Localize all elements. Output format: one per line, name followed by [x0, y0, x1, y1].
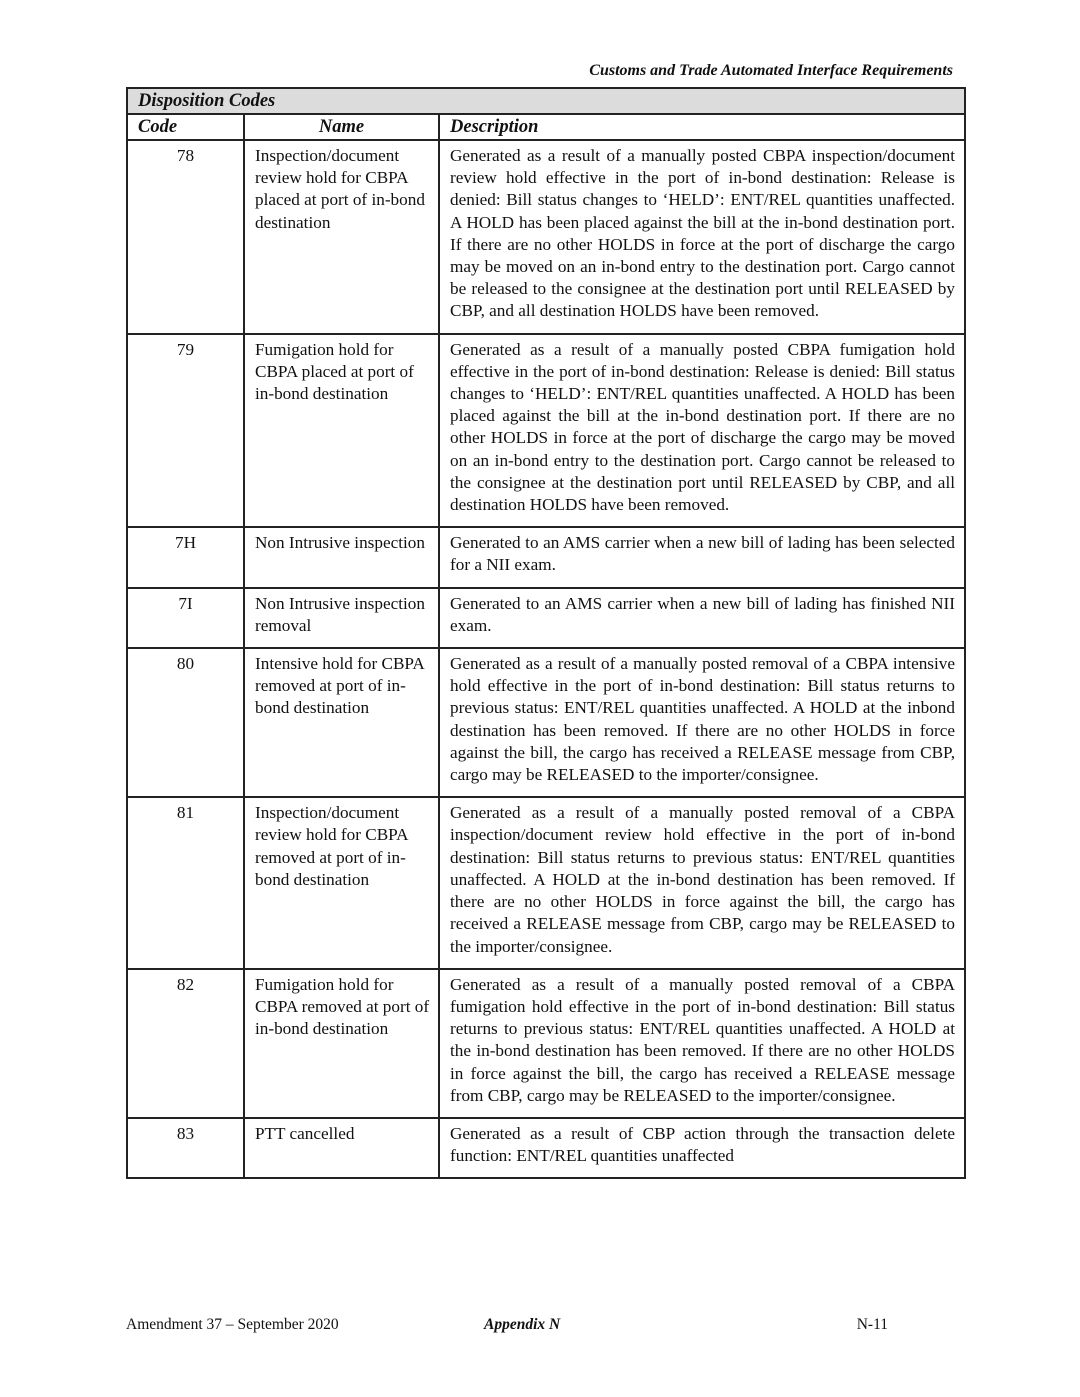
row-code: 83 — [127, 1118, 244, 1178]
row-name: Fumigation hold for CBPA placed at port of in-bond destination — [244, 334, 439, 528]
table-title-row — [127, 88, 965, 114]
table-row — [127, 1118, 965, 1178]
row-description: Generated as a result of a manually posted removal of a CBPA intensive hold effective in the port of in-bond destination: Bill status returns to previous status: ENT/REL quantities unaffected. A HOLD at the inbond destination has been removed. If there are no other HOLDS in force against the bill, the cargo has received a RELEASE message from CBP, cargo may be RELEASED to the importer/consignee. — [439, 648, 965, 797]
table-row — [127, 140, 965, 334]
row-code: 82 — [127, 969, 244, 1118]
row-description: Generated as a result of CBP action through the transaction delete function: ENT/REL quantities unaffected — [439, 1118, 965, 1178]
table-title: Disposition Codes — [127, 88, 965, 114]
row-name: Intensive hold for CBPA removed at port of in-bond destination — [244, 648, 439, 797]
row-code: 7H — [127, 527, 244, 587]
table-row — [127, 648, 965, 797]
row-name: PTT cancelled — [244, 1118, 439, 1178]
column-header-name: Name — [244, 114, 439, 140]
row-code: 78 — [127, 140, 244, 334]
row-name: Fumigation hold for CBPA removed at port of in-bond destination — [244, 969, 439, 1118]
row-description: Generated to an AMS carrier when a new bill of lading has been selected for a NII exam. — [439, 527, 965, 587]
footer-page-number: N-11 — [856, 1316, 888, 1333]
table-row — [127, 334, 965, 528]
page-footer — [126, 1316, 888, 1336]
table-row — [127, 527, 965, 587]
document-running-header: Customs and Trade Automated Interface Requirements — [589, 62, 953, 79]
row-description: Generated as a result of a manually posted removal of a CBPA fumigation hold effective in the port of in-bond destination: Bill status returns to previous status: ENT/REL quantities unaffected. A HOLD at the in-bond destination has been removed. If there are no other HOLDS in force against the bill, the cargo has received a RELEASE message from CBP, cargo may be RELEASED to the importer/consignee. — [439, 969, 965, 1118]
table-row — [127, 969, 965, 1118]
row-name: Non Intrusive inspection removal — [244, 588, 439, 648]
row-name: Inspection/document review hold for CBPA removed at port of in-bond destination — [244, 797, 439, 968]
row-description: Generated as a result of a manually posted CBPA inspection/document review hold effective in the port of in-bond destination: Release is denied: Bill status changes to ‘HELD’: ENT/REL quantities unaffected. A HOLD has been placed against the bill at the in-bond destination port. If there are no other HOLDS in force at the port of discharge the cargo may be moved on an in-bond entry to the destination port. Cargo cannot be released to the consignee at the destination port until RELEASED by CBP, and all destination HOLDS have been removed. — [439, 140, 965, 334]
row-code: 80 — [127, 648, 244, 797]
row-code: 7I — [127, 588, 244, 648]
row-name: Non Intrusive inspection — [244, 527, 439, 587]
table-row — [127, 588, 965, 648]
row-description: Generated as a result of a manually posted CBPA fumigation hold effective in the port of in-bond destination: Release is denied: Bill status changes to ‘HELD’: ENT/REL quantities unaffected. A HOLD has been placed against the bill at the in-bond destination port. If there are no other HOLDS in force at the port of discharge the cargo may be moved on an in-bond entry to the destination port. Cargo cannot be released to the consignee at the destination port until RELEASED by CBP, and all destination HOLDS have been removed. — [439, 334, 965, 528]
column-header-code: Code — [127, 114, 244, 140]
row-code: 81 — [127, 797, 244, 968]
disposition-codes-table — [126, 87, 966, 1179]
row-name: Inspection/document review hold for CBPA placed at port of in-bond destination — [244, 140, 439, 334]
footer-amendment: Amendment 37 – September 2020 — [126, 1316, 339, 1333]
row-description: Generated as a result of a manually posted removal of a CBPA inspection/document review hold effective in the port of in-bond destination: Bill status returns to previous status: ENT/REL quantities unaffected. A HOLD at the in-bond destination has been removed. If there are no other HOLDS in force against the bill, the cargo has received a RELEASE message from CBP, cargo may be RELEASED to the importer/consignee. — [439, 797, 965, 968]
row-description: Generated to an AMS carrier when a new bill of lading has finished NII exam. — [439, 588, 965, 648]
column-header-description: Description — [439, 114, 965, 140]
table-header-row — [127, 114, 965, 140]
footer-appendix: Appendix N — [484, 1316, 561, 1333]
row-code: 79 — [127, 334, 244, 528]
table-row — [127, 797, 965, 968]
